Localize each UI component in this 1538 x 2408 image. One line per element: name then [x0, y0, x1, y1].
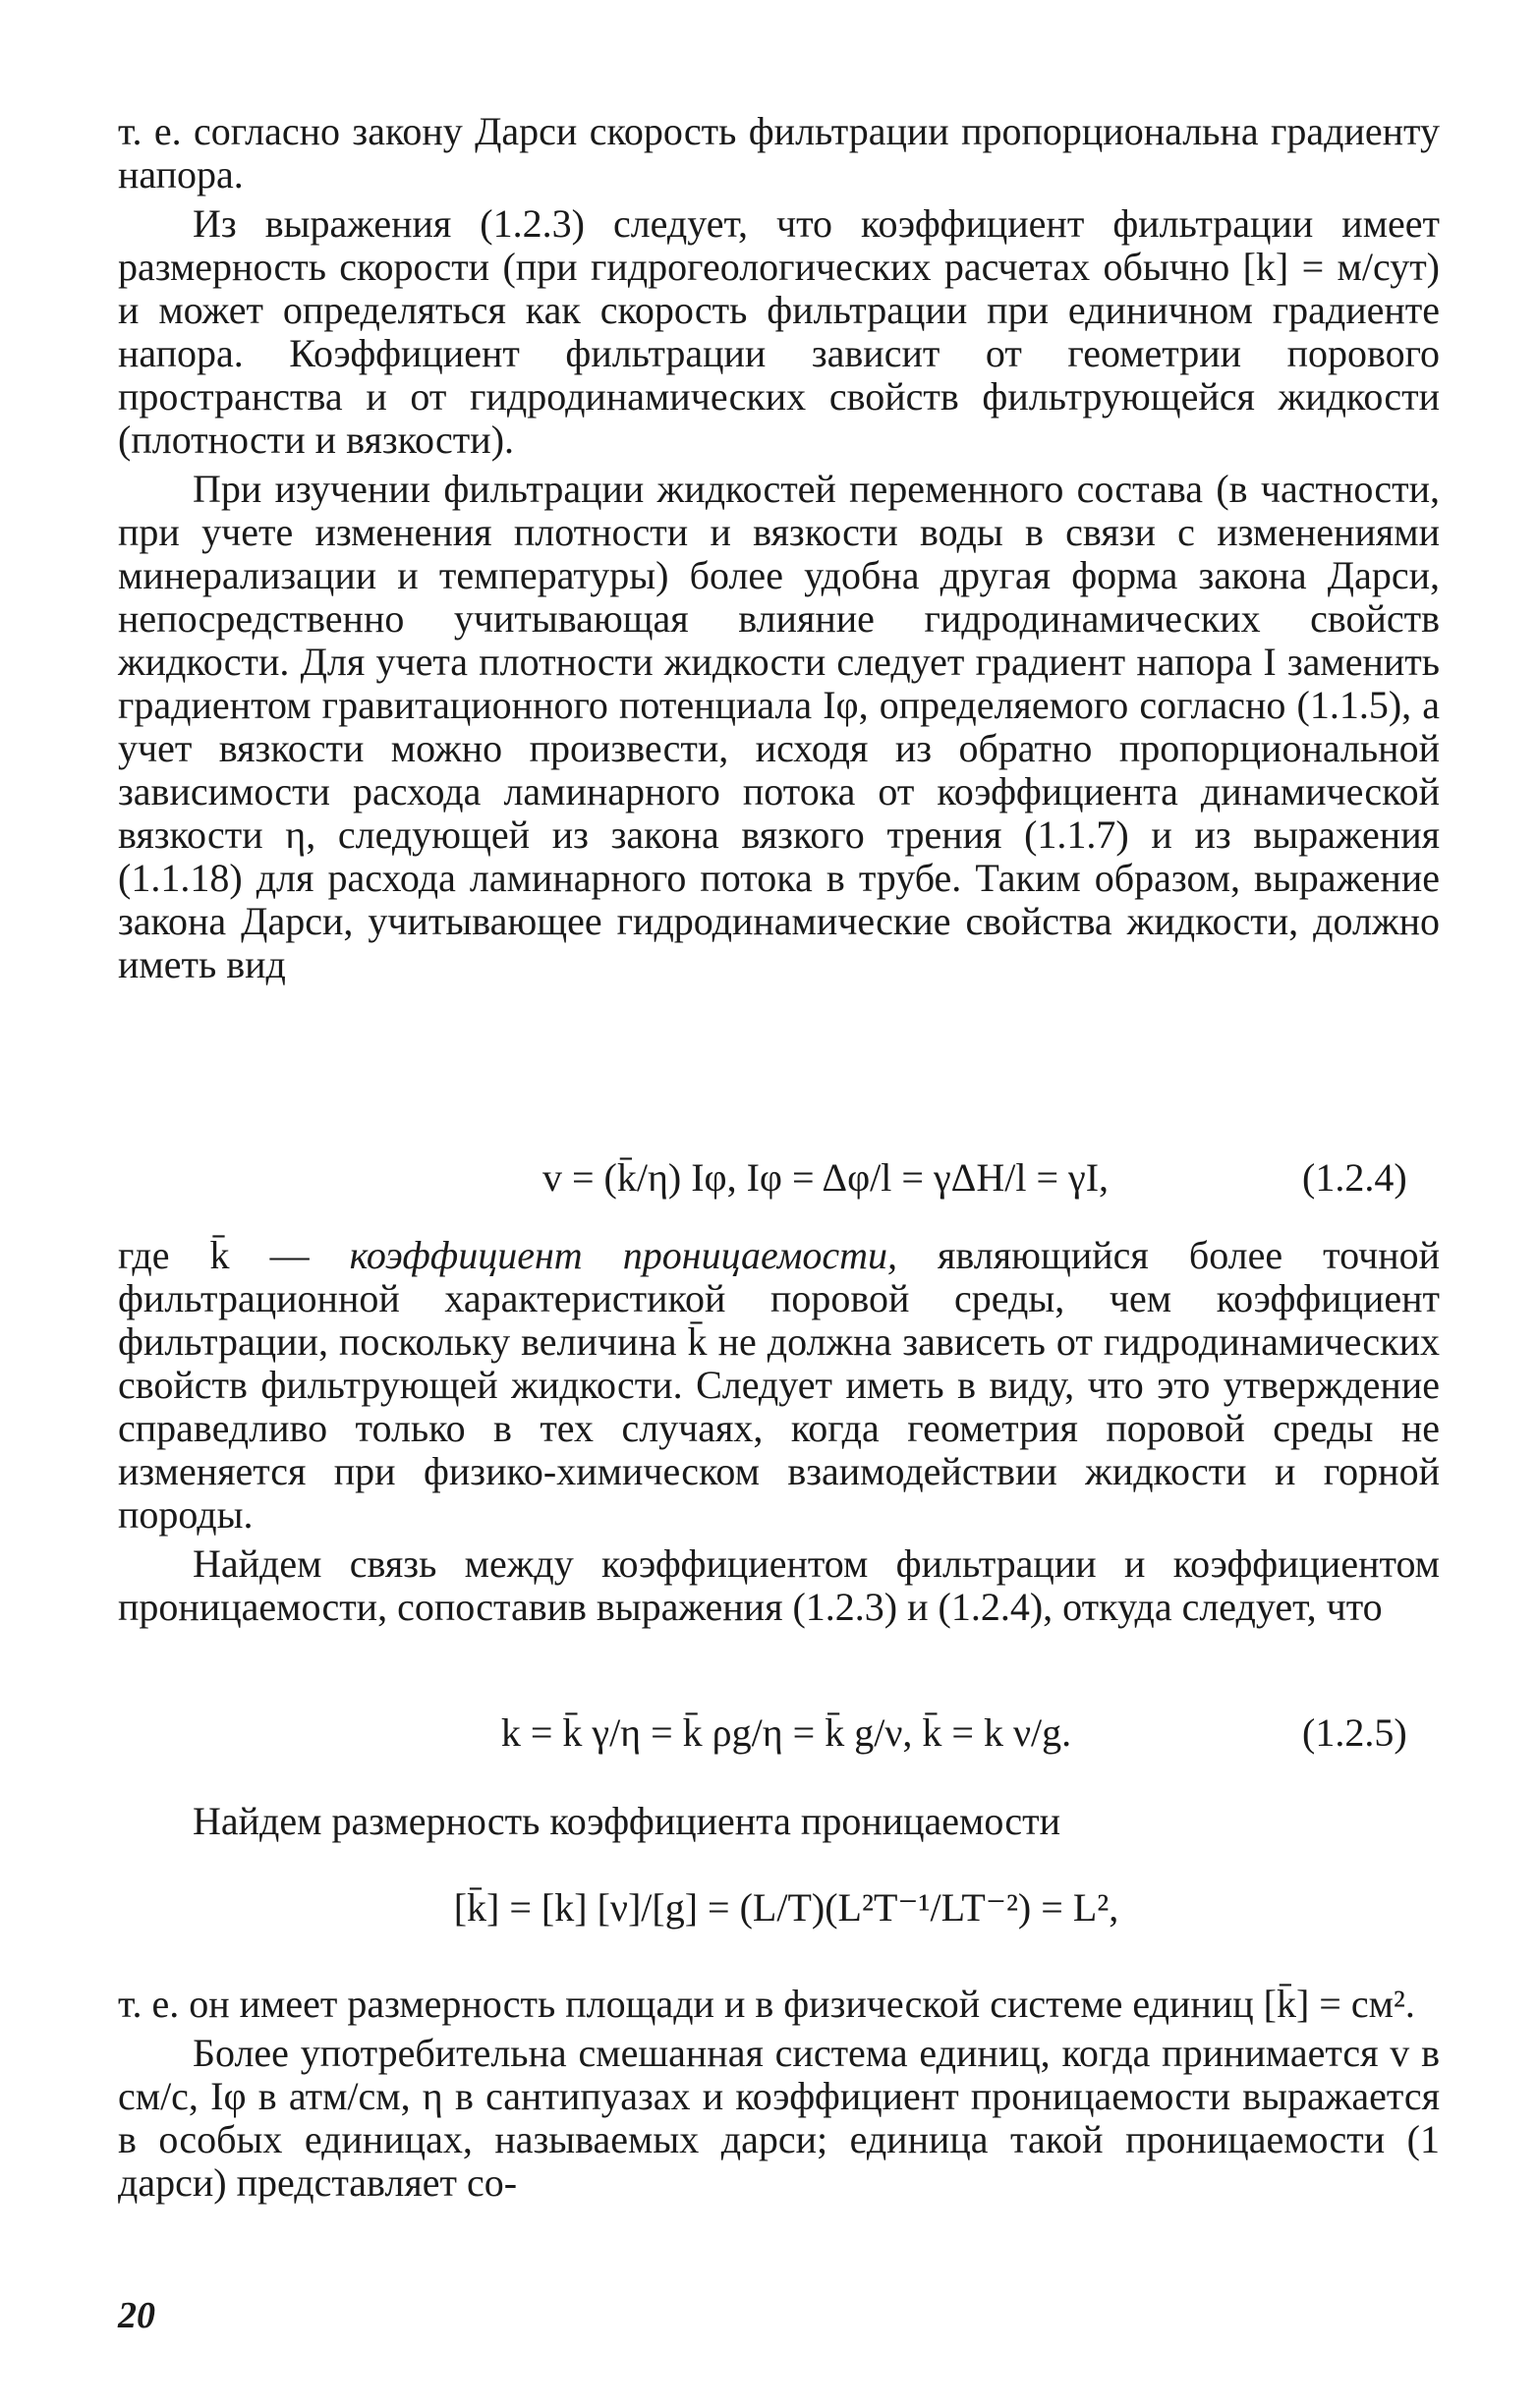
paragraph-8: Более употребительна смешанная система единиц, когда принимается v в см/с, Iφ в атм/см, η в сантипуазах и коэффициент проницаемости выражается в особых единицах, называемых дарси; единица такой проницаемости (1 дарси) представляет со-: [118, 2031, 1440, 2205]
paragraph-6: Найдем размерность коэффициента проницаемости: [193, 1799, 1061, 1843]
paragraph-5: Найдем связь между коэффициентом фильтрации и коэффициентом проницаемости, сопоставив выражения (1.2.3) и (1.2.4), откуда следует, что: [118, 1541, 1440, 1629]
equation-1-2-4: [482, 1154, 1169, 1201]
paragraph-4-body: являющийся более точной фильтрационной характеристикой поровой среды, чем коэффициент фильтрации, поскольку величина k̄ не должна зависеть от гидродинамических свойств фильтрующей жидкости. Следует иметь в виду, что это утверждение справедливо только в тех случаях, когда геометрия поровой среды не изменяется при физико-химическом взаимодействии жидкости и горной породы.: [118, 1233, 1441, 1537]
equation-number-1-2-4: (1.2.4): [1302, 1155, 1407, 1200]
paragraph-7: т. е. он имеет размерность площади и в физической системе единиц [k̄] = см².: [118, 1982, 1415, 2026]
equation-number-1-2-5: (1.2.5): [1302, 1710, 1407, 1755]
equation-1-2-5: [432, 1709, 1140, 1756]
page-number: 20: [118, 2295, 155, 2336]
text-block-dimension-lead: [118, 1800, 1440, 1843]
equation-dimension: [432, 1884, 1140, 1931]
paragraph-2: Из выражения (1.2.3) следует, что коэффициент фильтрации имеет размерность скорости (при гидрогеологических расчетах обычно [k] = м/сут) и может определяться как скорость фильтрации при единичном градиенте напора. Коэффициент фильтрации зависит от геометрии порового пространства и от гидродинамических свойств фильтрующейся жидкости (плотности и вязкости).: [118, 201, 1440, 462]
paragraph-1: т. е. согласно закону Дарси скорость фильтрации пропорциональна градиенту напора.: [118, 109, 1440, 196]
paragraph-4-lead: где k̄ —: [118, 1233, 350, 1277]
text-block-bottom: [118, 1983, 1440, 2205]
equation-1-2-5-text: k = k̄ γ/η = k̄ ρg/η = k̄ g/ν, k̄ = k ν/g.: [500, 1710, 1072, 1755]
text-block-top: [118, 110, 1440, 986]
equation-dimension-text: [k̄] = [k] [ν]/[g] = (L/T)(L²T⁻¹/LT⁻²) = L²,: [453, 1885, 1119, 1930]
term-permeability: коэффициент проницаемости,: [349, 1233, 897, 1277]
paragraph-4: [118, 1234, 1440, 1537]
paragraph-3: При изучении фильтрации жидкостей переменного состава (в частности, при учете изменения плотности и вязкости воды в связи с изменениями минерализации и температуры) более удобна другая форма закона Дарси, непосредственно учитывающая влияние гидродинамических свойств жидкости. Для учета плотности жидкости следует градиент напора I заменить градиентом гравитационного потенциала Iφ, определяемого согласно (1.1.5), а учет вязкости можно произвести, исходя из обратно пропорциональной зависимости расхода ламинарного потока от коэффициента динамической вязкости η, следующей из закона вязкого трения (1.1.7) и из выражения (1.1.18) для расхода ламинарного потока в трубе. Таким образом, выражение закона Дарси, учитывающее гидродинамические свойства жидкости, должно иметь вид: [118, 467, 1440, 986]
equation-1-2-4-text: v = (k̄/η) Iφ, Iφ = Δφ/l = γΔH/l = γI,: [541, 1155, 1110, 1200]
text-block-middle: [118, 1234, 1440, 1629]
